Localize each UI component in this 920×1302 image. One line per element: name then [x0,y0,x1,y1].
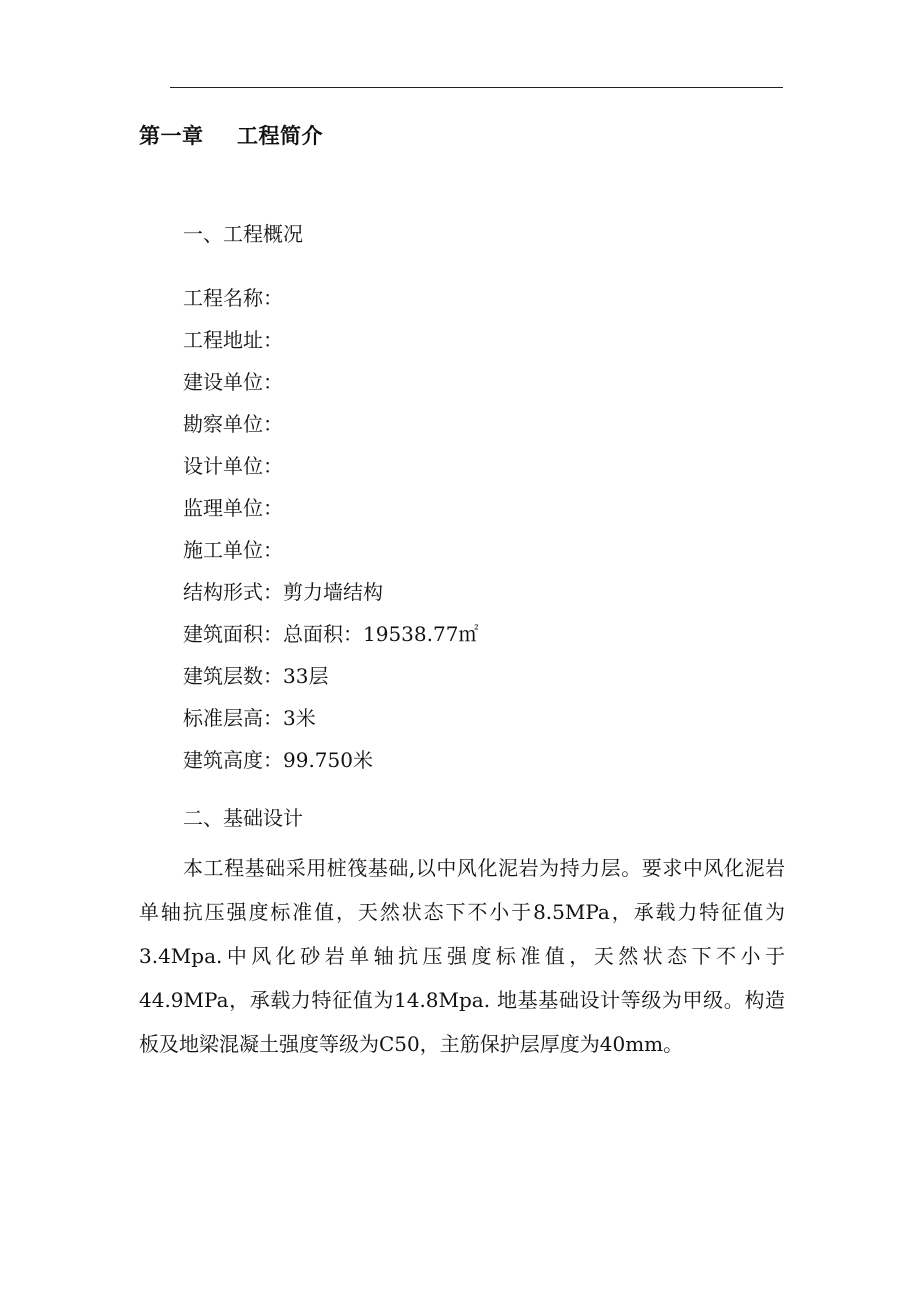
foundation-paragraph: 本工程基础采用桩筏基础,以中风化泥岩为持力层。要求中风化泥岩单轴抗压强度标准值，天然状态下不小于8.5MPa，承载力特征值为3.4Mpa.中风化砂岩单轴抗压强度标准值，天然状态下不小于44.9MPa，承载力特征值为14.8Mpa. 地基基础设计等级为甲级。构造板及地梁混凝土强度等级为C50，主筋保护层厚度为40mm。 [139,856,785,1056]
info-item-building-height: 建筑高度：99.750米 [183,748,373,772]
info-item-floor-area: 建筑面积：总面积：19538.77㎡ [183,622,479,646]
info-item-supervision-unit: 监理单位： [183,496,283,520]
info-item-survey-unit: 勘察单位： [183,412,283,436]
section-heading-overview: 一、工程概况 [183,222,303,246]
info-item-design-unit: 设计单位： [183,454,283,478]
info-item-owner: 建设单位： [183,370,283,394]
info-item-floor-count: 建筑层数：33层 [183,664,329,688]
header-rule [170,87,783,88]
info-item-project-address: 工程地址： [183,328,283,352]
info-item-project-name: 工程名称： [183,286,283,310]
info-item-story-height: 标准层高：3米 [183,706,316,730]
project-info-list [183,280,478,784]
chapter-number: 第一章 [139,123,204,148]
chapter-title [139,118,323,154]
info-item-structure-type: 结构形式：剪力墙结构 [183,580,383,604]
chapter-name: 工程简介 [237,123,323,148]
section-heading-foundation: 二、基础设计 [183,806,303,830]
info-item-construction-unit: 施工单位： [183,538,283,562]
